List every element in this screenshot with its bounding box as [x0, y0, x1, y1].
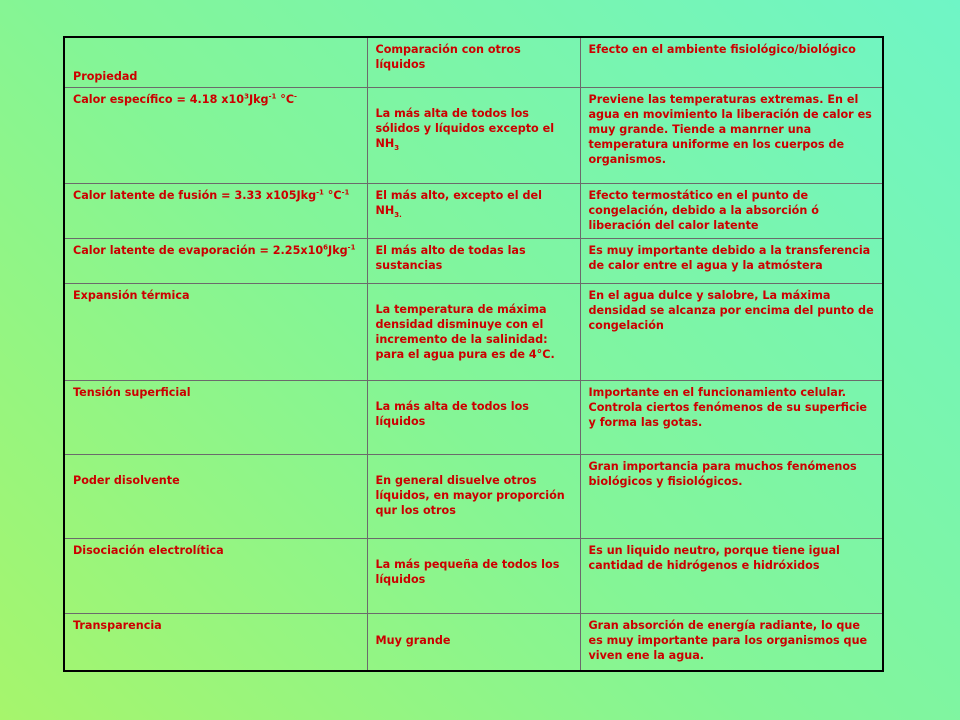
- cell-effect: Es un liquido neutro, porque tiene igual cantidad de hidrógenos e hidróxidos: [580, 538, 883, 613]
- table-row: [64, 613, 883, 671]
- cell-property: Transparencia: [64, 613, 367, 671]
- header-property: Propiedad: [64, 37, 367, 87]
- table-row: [64, 380, 883, 454]
- properties-table: [63, 36, 884, 672]
- cell-property: Disociación electrolítica: [64, 538, 367, 613]
- table-row: [64, 283, 883, 380]
- cell-effect: Gran absorción de energía radiante, lo que es muy importante para los organismos que viven ene la agua.: [580, 613, 883, 671]
- cell-property: Calor específico = 4.18 $x10^3Jkg^{-1}$ °C-: [64, 87, 367, 183]
- table-header-row: [64, 37, 883, 87]
- table-row: [64, 87, 883, 183]
- cell-property: Calor latente de evaporación = $2.25x10^6Jkg^{-1}$: [64, 238, 367, 283]
- header-comparison: Comparación con otros líquidos: [367, 37, 580, 87]
- cell-property: Tensión superficial: [64, 380, 367, 454]
- cell-effect: Previene las temperaturas extremas. En el agua en movimiento la liberación de calor es muy grande. Tiende a manrner una temperatura uniforme en los cuerpos de organismos.: [580, 87, 883, 183]
- cell-comparison: En general disuelve otros líquidos, en mayor proporción qur los otros: [367, 454, 580, 538]
- header-effect: Efecto en el ambiente fisiológico/biológico: [580, 37, 883, 87]
- cell-comparison: Muy grande: [367, 613, 580, 671]
- cell-comparison: La más pequeña de todos los líquidos: [367, 538, 580, 613]
- cell-comparison: El más alto de todas las sustancias: [367, 238, 580, 283]
- cell-property: Poder disolvente: [64, 454, 367, 538]
- table-row: [64, 454, 883, 538]
- table-row: [64, 238, 883, 283]
- cell-effect: Es muy importante debido a la transferencia de calor entre el agua y la atmóstera: [580, 238, 883, 283]
- table-row: [64, 538, 883, 613]
- cell-comparison: La más alta de todos los sólidos y líquidos excepto el $NH_3$: [367, 87, 580, 183]
- cell-comparison: La temperatura de máxima densidad disminuye con el incremento de la salinidad: para el agua pura es de 4°C.: [367, 283, 580, 380]
- cell-comparison: El más alto, excepto el del $NH_{3.}$: [367, 183, 580, 238]
- cell-effect: Gran importancia para muchos fenómenos biológicos y fisiológicos.: [580, 454, 883, 538]
- cell-property: Expansión térmica: [64, 283, 367, 380]
- cell-effect: Efecto termostático en el punto de congelación, debido a la absorción ó liberación del calor latente: [580, 183, 883, 238]
- cell-comparison: La más alta de todos los líquidos: [367, 380, 580, 454]
- cell-effect: En el agua dulce y salobre, La máxima densidad se alcanza por encima del punto de congelación: [580, 283, 883, 380]
- cell-effect: Importante en el funcionamiento celular. Controla ciertos fenómenos de su superficie y forma las gotas.: [580, 380, 883, 454]
- table-row: [64, 183, 883, 238]
- cell-property: Calor latente de fusión = 3.33 x105Jkg$^{-1}$ $^\circ C^{-1}$: [64, 183, 367, 238]
